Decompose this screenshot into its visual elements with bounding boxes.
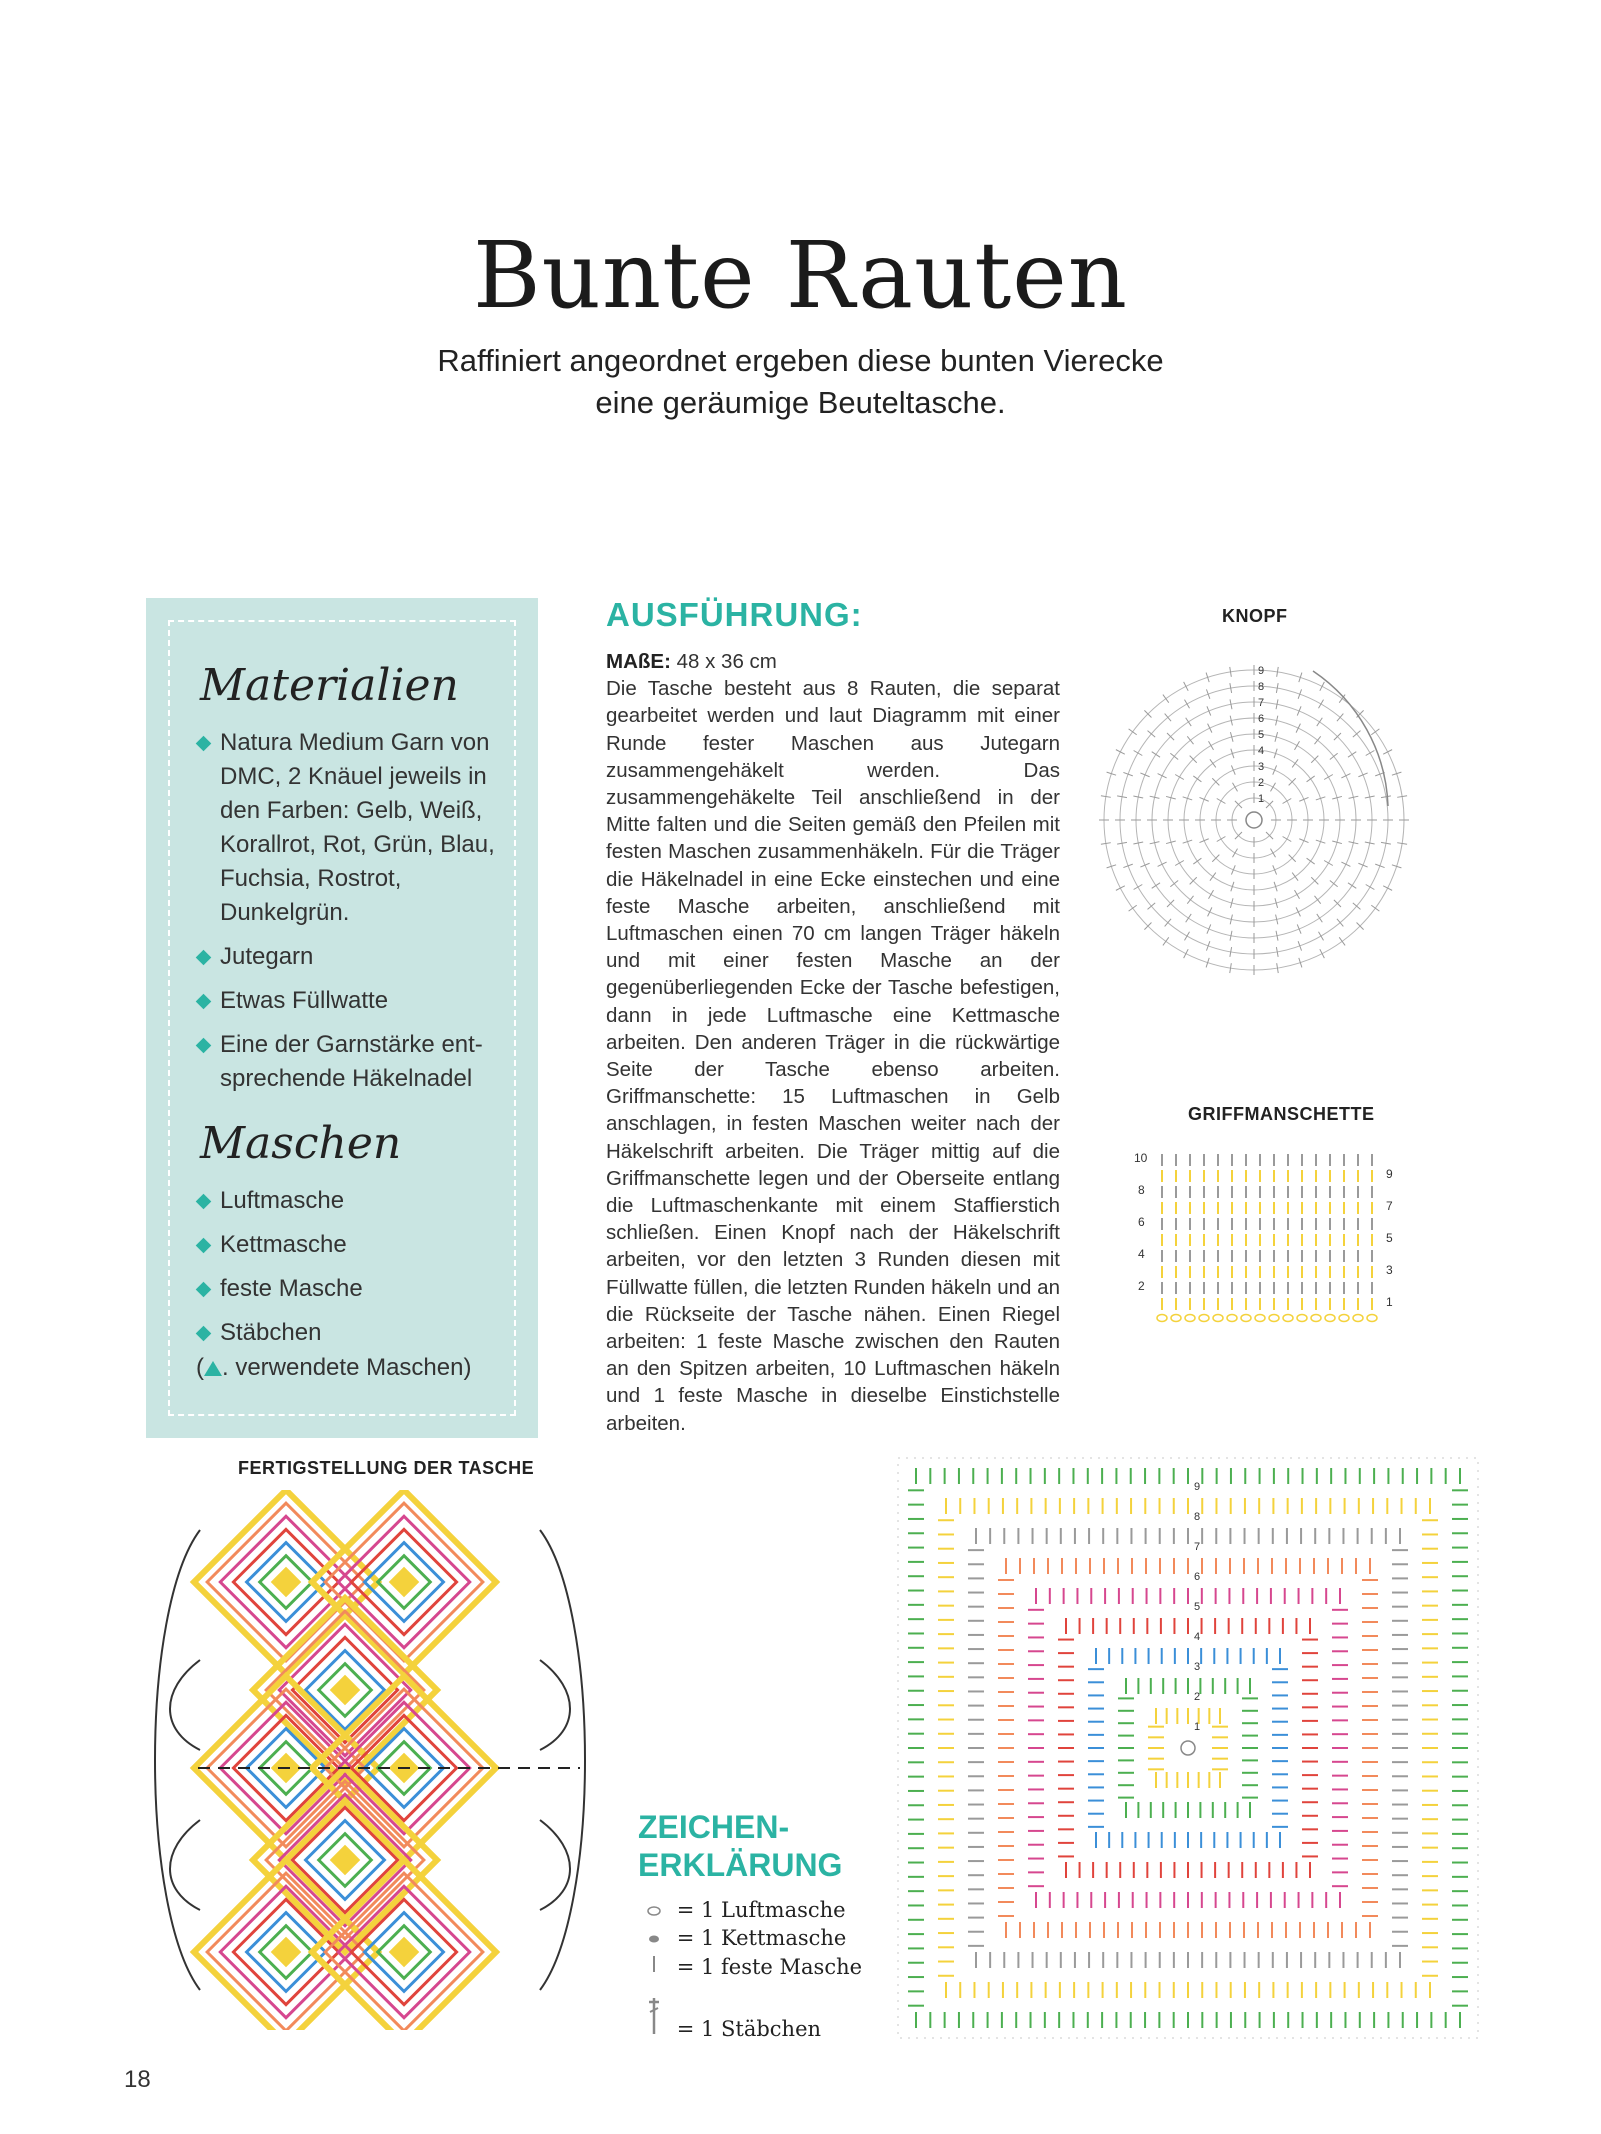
knopf-stitch [1297,706,1301,715]
square-round-label: 2 [1194,1691,1201,1703]
knopf-stitch [1358,773,1367,777]
assembly-diamond-ring [273,1939,299,1965]
knopf-stitch [1208,724,1212,733]
knopf-stitch [1175,861,1184,866]
griff-chain [1297,1315,1307,1322]
fertigstellung-label: FERTIGSTELLUNG DER TASCHE [238,1458,535,1478]
knopf-stitch [1186,914,1192,922]
knopf-stitch [1217,837,1226,842]
griff-chain [1353,1315,1363,1322]
assembly-arrow [540,1660,570,1750]
knopf-stitch [1158,862,1167,866]
square-round-label: 5 [1194,1601,1201,1613]
knopf-stitch [1383,886,1392,891]
assembly-diagram [140,1490,600,2030]
knopf-stitch [1307,858,1315,864]
knopf-stitch [1295,741,1300,750]
square-round-labels [1194,1481,1200,1733]
knopf-stitch [1348,883,1356,889]
knopf-stitch [1148,731,1156,737]
assembly-diamond-ring [273,1569,299,1595]
assembly-diamond-ring [391,1939,417,1965]
subtitle-line-1: Raffiniert angeordnet ergeben diese bunten Vierecke [437,343,1164,378]
materials-panel [146,598,538,1438]
list-item: Kettmasche [196,1228,496,1262]
diamond-bullet-icon [196,1238,212,1254]
griff-row-label: 2 [1138,1279,1145,1293]
griff-chain [1339,1315,1349,1322]
knopf-stitch [1319,932,1324,941]
griffmanschette-label: GRIFFMANSCHETTE [1188,1104,1375,1124]
square-center-ring [1181,1741,1195,1755]
griff-chain [1157,1315,1167,1322]
triangle-icon [204,1361,222,1376]
knopf-stitch [1116,750,1125,755]
knopf-stitch [1134,751,1143,756]
knopf-stitch [1116,886,1125,891]
slip-stitch-icon [638,1926,670,1950]
knopf-stitch [1175,775,1184,780]
knopf-stitch [1337,714,1343,722]
knopf-stitch [1317,914,1323,922]
knopf-stitch [1292,759,1298,767]
square-round-label: 6 [1194,1571,1201,1583]
griff-chain [1199,1315,1209,1322]
knopf-stitch [1152,752,1160,758]
knopf-stitch [1165,714,1171,722]
legend-heading-line-2: ERKLÄRUNG [638,1847,843,1883]
knopf-stitch [1233,783,1238,792]
knopf-stitch [1358,863,1367,867]
size-value: 48 x 36 cm [676,650,777,673]
knopf-stitch [1371,729,1379,735]
single-crochet-icon [638,1954,670,1979]
knopf-stitch [1129,729,1137,735]
knopf-round-ring [1120,686,1388,954]
list-item: Jutegarn [196,940,496,974]
stitches-list [196,1184,496,1360]
square-round-label: 9 [1194,1481,1201,1493]
knopf-stitch [1320,682,1325,691]
knopf-stitch [1337,919,1343,927]
diamond-bullet-icon [196,1282,212,1298]
assembly-diamond-ring [332,1847,358,1873]
diamond-bullet-icon [196,994,212,1010]
knopf-stitch [1383,750,1392,755]
griff-chain [1171,1315,1181,1322]
diamond-bullet-icon [196,1194,212,1210]
knopf-stitch [1295,890,1300,899]
page-number: 18 [124,2066,151,2093]
materials-list [196,726,496,1106]
knopf-stitch [1163,695,1169,703]
knopf-stitch [1134,885,1143,890]
knopf-stitch [1207,924,1211,933]
knopf-stitch [1209,741,1214,750]
knopf-stitch [1353,903,1361,909]
griffmanschette-diagram [1122,1140,1422,1330]
knopf-round-label: 4 [1258,745,1265,757]
list-item: Stäbchen [196,1316,496,1350]
knopf-round-label: 8 [1258,681,1265,693]
knopf-stitch [1186,718,1192,726]
legend-row: = 1 Stäbchen [638,1996,821,2041]
assembly-diamonds [194,1490,496,2030]
knopf-stitch [1210,873,1216,881]
square-round-label: 7 [1194,1541,1201,1553]
diamond-bullet-icon [196,736,212,752]
list-item: Luftmasche [196,1184,496,1218]
knopf-stitch [1296,907,1300,916]
knopf-stitch [1330,880,1338,886]
legend-heading-line-1: ZEICHEN- [638,1809,790,1845]
knopf-stitch [1271,849,1276,858]
knopf-stitch [1170,753,1178,759]
griff-row-label: 3 [1386,1263,1393,1277]
list-item: Natura Medium Garn von DMC, 2 Knäuel jeweils in den Farben: Gelb, Weiß, Korallrot, Rot, Grün, Blau, Fuchsia, Rostrot, Dunkelgrün. [196,726,496,930]
knopf-stitch [1193,858,1201,864]
griff-row-label: 5 [1386,1231,1393,1245]
knopf-stitch [1339,937,1345,945]
legend-heading [638,1808,842,1884]
diamond-bullet-icon [196,1326,212,1342]
knopf-rings [1099,665,1409,975]
knopf-stitch [1207,706,1211,715]
list-item: Eine der Garnstärke ent-sprechende Häkelnadel [196,1028,496,1096]
griff-row-label: 8 [1138,1183,1145,1197]
knopf-stitch [1184,949,1189,958]
double-crochet-icon [638,1996,670,2041]
knopf-round-label: 5 [1258,729,1265,741]
knopf-stitch [1233,849,1238,858]
griff-row-label: 4 [1138,1247,1145,1261]
knopf-stitch [1371,905,1379,911]
knopf-stitch [1341,774,1350,778]
assembly-arrow [170,1660,200,1750]
diamond-bullet-icon [196,1038,212,1054]
square-round-label: 8 [1194,1511,1201,1523]
materials-heading: Materialien [200,660,459,711]
knopf-stitch [1152,883,1160,889]
griff-chain [1185,1315,1195,1322]
knopf-stitch [1353,731,1361,737]
griff-chain [1367,1315,1377,1322]
knopf-stitch [1158,774,1167,778]
griff-row-label: 1 [1386,1295,1393,1309]
knopf-label: KNOPF [1222,606,1288,626]
stitches-heading: Maschen [200,1118,402,1169]
knopf-stitch [1324,861,1333,866]
assembly-diamond-ring [391,1569,417,1595]
knopf-stitch [1187,896,1193,904]
knopf-stitch [1193,776,1201,782]
square-outline [898,1458,1478,2038]
knopf-stitch [1210,759,1216,767]
assembly-arrow [540,1820,570,1910]
knopf-stitch [1209,890,1214,899]
square-round-label: 4 [1194,1631,1201,1643]
knopf-stitch [1184,682,1189,691]
griff-chain [1227,1315,1237,1322]
list-item: Etwas Füllwatte [196,984,496,1018]
legend-row: = 1 Luftmasche [638,1898,846,1922]
griff-row-label: 9 [1386,1167,1393,1181]
knopf-stitch [1217,799,1226,804]
knopf-stitch [1324,775,1333,780]
knopf-stitch [1163,937,1169,945]
knopf-stitch [1170,880,1178,886]
knopf-round-labels [1258,665,1264,805]
knopf-stitch [1296,724,1300,733]
knopf-stitch [1165,919,1171,927]
knopf-stitch [1140,773,1149,777]
knopf-stitch [1320,949,1325,958]
griff-row-label: 6 [1138,1215,1145,1229]
knopf-stitch [1187,736,1193,744]
knopf-stitch [1185,700,1190,709]
chain-stitch-icon [638,1898,670,1922]
knopf-round-label: 6 [1258,713,1265,725]
knopf-stitch [1129,905,1137,911]
knopf-stitch [1319,700,1324,709]
knopf-stitch [1314,736,1320,744]
knopf-stitch [1148,903,1156,909]
knopf-round-label: 7 [1258,697,1265,709]
assembly-arrow [155,1530,200,1990]
legend-row: = 1 Kettmasche [638,1926,846,1950]
griff-chain [1311,1315,1321,1322]
knopf-stitch [1348,752,1356,758]
knopf-round-label: 3 [1258,761,1265,773]
knopf-stitch [1330,753,1338,759]
knopf-stitch [1307,776,1315,782]
knopf-stitch [1185,932,1190,941]
square-chart-marks [898,1458,1478,2038]
griff-chain [1255,1315,1265,1322]
square-chart [896,1456,1480,2040]
knopf-diagram [1098,636,1418,996]
griff-chain [1325,1315,1335,1322]
griff-chain [1283,1315,1293,1322]
knopf-stitch [1208,907,1212,916]
page-title: Bunte Rauten [473,222,1128,329]
size-label: MAßE: [606,650,671,673]
assembly-diamond-ring [332,1677,358,1703]
griff-row-label: 7 [1386,1199,1393,1213]
knopf-stitch [1283,799,1292,804]
legend-row: = 1 feste Masche [638,1954,862,1979]
griff-chain [1213,1315,1223,1322]
griff-row-label: 10 [1134,1151,1148,1165]
page-subtitle [0,340,1601,424]
knopf-stitch [1366,751,1375,756]
knopf-round-label: 1 [1258,793,1265,805]
knopf-stitch [1297,924,1301,933]
knopf-stitch [1341,862,1350,866]
subtitle-line-2: eine geräumige Beuteltasche. [595,385,1006,420]
knopf-stitch [1366,885,1375,890]
griff-chain [1241,1315,1251,1322]
knopf-stitch [1283,837,1292,842]
execution-body: Die Tasche besteht aus 8 Rauten, die separat gearbeitet werden und laut Diagramm mit einer Runde fester Maschen aus Jutegarn zusammengehäkelt werden. Das zusammengehäkelte Teil anschließend in der Mitte falten und die Seiten gemäß den Pfeilen mit festen Maschen zusammenhäkeln. Für die Träger die Häkelnadel in eine Ecke einstechen und eine feste Masche arbeiten, anschließend mit Luftmaschen einen 70 cm langen Träger häkeln und mit einer festen Masche an der gegenüberliegenden Ecke der Tasche befestigen, dann in jede Luftmasche eine Kettmasche arbeiten. Den anderen Träger in die rückwärtige Seite der Tasche ebenso arbeiten. Griffmanschette: 15 Luftmaschen in Gelb anschlagen, in festen Maschen weiter nach der Häkelschrift arbeiten. Die Träger mittig auf die Griffmanschette legen und der Oberseite entlang die Luftmaschenkante mit einem Staffierstich schließen. Einen Knopf nach der Häkelschrift arbeiten, vor den letzten 3 Runden diesen mit Füllwatte füllen, die letzten Runden häkeln und an die Rückseite der Tasche nähen. Einen Riegel arbeiten: 1 feste Masche zwischen den Rauten an den Spitzen arbeiten, 10 Luftmaschen häkeln und 1 feste Masche in dieselbe Einstichstelle arbeiten. [606,677,1060,1435]
execution-heading: AUSFÜHRUNG: [606,596,863,633]
assembly-arrow [170,1820,200,1910]
knopf-center-ring [1246,812,1262,828]
knopf-stitch [1314,896,1320,904]
griff-grid [1157,1154,1377,1322]
list-item: feste Masche [196,1272,496,1306]
execution-text [606,648,1060,1437]
knopf-stitch [1140,863,1149,867]
knopf-round-label: 2 [1258,777,1265,789]
knopf-round-label: 9 [1258,665,1265,677]
knopf-stitch [1271,783,1276,792]
griff-chain [1269,1315,1279,1322]
square-round-label: 1 [1194,1721,1201,1733]
assembly-arrow [540,1530,585,1990]
knopf-stitch [1292,873,1298,881]
square-round-label: 3 [1194,1661,1201,1673]
knopf-stitch [1317,718,1323,726]
stitches-note: ( . verwendete Maschen) [196,1354,472,1381]
diamond-bullet-icon [196,950,212,966]
